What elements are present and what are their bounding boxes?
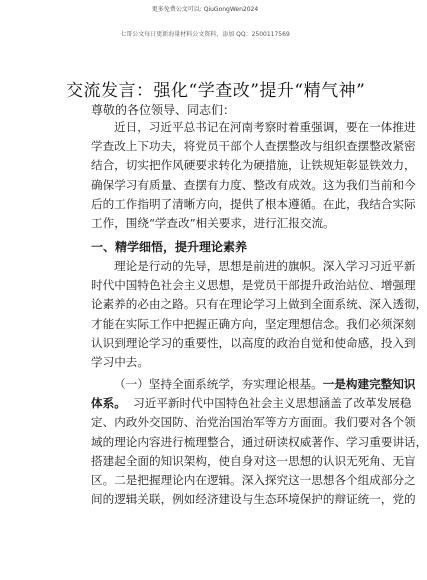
paragraph-intro bbox=[91, 118, 416, 233]
text-run: 习近平新时代中国特色社会主义思想涵盖了改革发展稳 bbox=[133, 396, 412, 411]
header-notice: 七哥公文每日更新海量材料公文资料，添加 QQ：2500117569 bbox=[120, 31, 290, 38]
text-line: 学习中去。 bbox=[91, 355, 149, 370]
text-line: 间的逻辑关联，例如经济建设与生态环境保护的辩证统一，党的 bbox=[91, 492, 416, 507]
text-line: 定、内政外交国防、治党治国治军等方方面面。我们要对各个领 bbox=[91, 415, 416, 430]
text-line: 结合，切实把作风硬要求转化为硬措施，让铁规矩彰显铁效力， bbox=[91, 158, 416, 173]
top-banner: 更多免费公文可以: QiuGongWen2024 bbox=[151, 6, 259, 13]
text-line: 确保学习有质量、查摆有力度、整改有成效。这为我们当前和今 bbox=[91, 177, 416, 192]
bold-point: 体系。 bbox=[91, 396, 126, 411]
text-line: 近日，习近平总书记在河南考察时着重强调，要在一体推进 bbox=[114, 120, 416, 134]
text-line bbox=[91, 394, 412, 413]
paragraph-theory bbox=[91, 257, 427, 372]
text-line: 区。二是把握理论内在逻辑。深入探究这一思想各个组成部分之 bbox=[91, 473, 416, 488]
text-line: 工作，围绕“学查改”相关要求，进行汇报交流。 bbox=[91, 216, 335, 231]
text-line: 论素养的必由之路。只有在理论学习上做到全面系统、深入透彻， bbox=[91, 297, 427, 312]
text-line bbox=[91, 375, 416, 394]
paragraph-study bbox=[91, 375, 427, 509]
text-line: 后的工作指明了清晰方向，提供了根本遵循。在此，我结合实际 bbox=[91, 196, 416, 211]
text-line: 时代中国特色社会主义思想，是党员干部提升政治站位、增强理 bbox=[91, 278, 416, 293]
section-heading: 一、精学细悟，提升理论素养 bbox=[91, 240, 248, 254]
text-line: 搭建起全面的知识架构，使自身对这一思想的认识无死角、无盲 bbox=[91, 453, 416, 468]
text-line: 认识到理论学习的重要性，以高度的政治自觉和使命感，投入到 bbox=[91, 335, 416, 350]
text-line: 学查改上下功夫，将党员干部个人查摆整改与组织查摆整改紧密 bbox=[91, 139, 416, 154]
subsection-lead: （一）坚持全面系统学，夯实理论根基。 bbox=[114, 377, 323, 391]
text-line: 理论是行动的先导，思想是前进的旗帜。深入学习习近平新 bbox=[114, 259, 416, 273]
bold-point: 一是构建完整知识 bbox=[322, 377, 416, 391]
text-line: 才能在实际工作中把握正确方向，坚定理想信念。我们必须深刻 bbox=[91, 316, 416, 331]
document-title: 交流发言：强化“学查改”提升“精气神” bbox=[66, 81, 366, 101]
text-line: 域的理论内容进行梳理整合，通过研读权威著作、学习重要讲话， bbox=[91, 434, 427, 449]
salutation: 尊敬的各位领导、同志们： bbox=[91, 103, 236, 117]
